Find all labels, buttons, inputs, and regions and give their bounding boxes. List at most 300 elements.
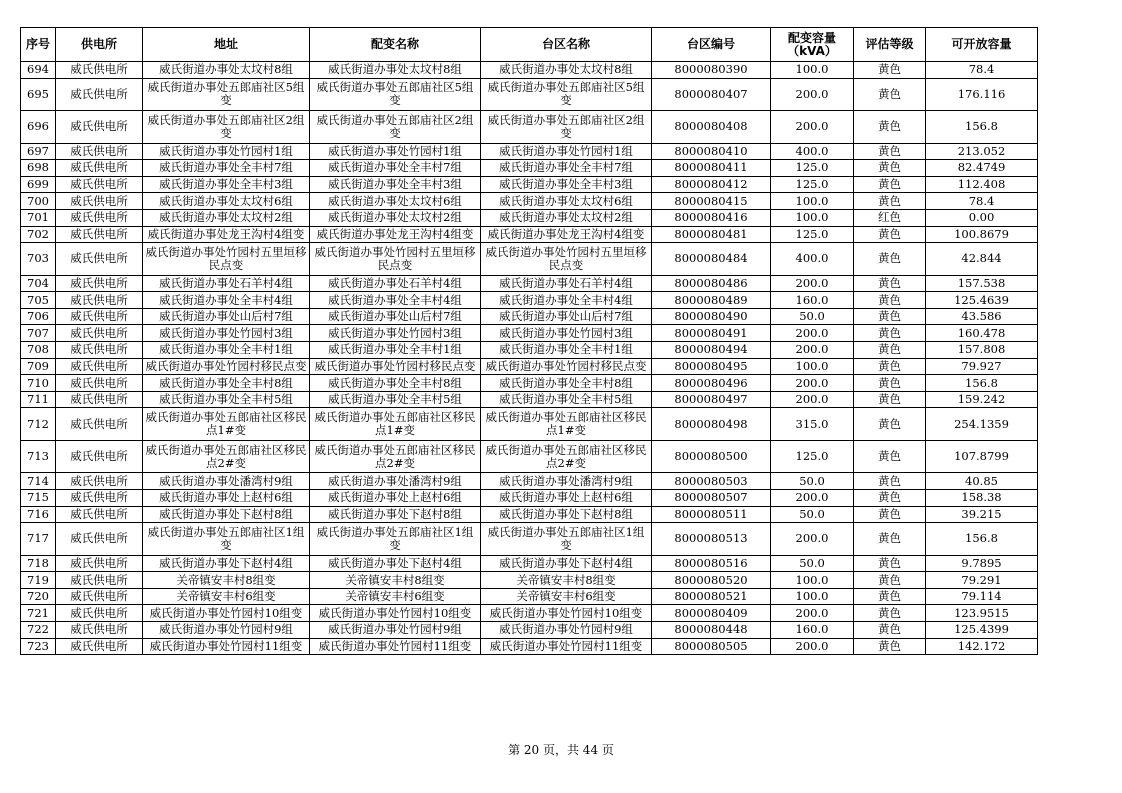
cell-transformer-name: 威氏街道办事处潘湾村9组 xyxy=(310,473,481,490)
col-area-name: 台区名称 xyxy=(481,28,652,62)
cell-open-capacity: 159.242 xyxy=(926,391,1038,408)
cell-capacity: 160.0 xyxy=(771,292,854,309)
col-capacity: 配变容量 （kVA） xyxy=(771,28,854,62)
cell-address: 威氏街道办事处全丰村8组 xyxy=(143,375,310,392)
cell-address: 威氏街道办事处五郎庙社区1组变 xyxy=(143,523,310,556)
cell-capacity: 100.0 xyxy=(771,588,854,605)
cell-capacity: 200.0 xyxy=(771,275,854,292)
cell-open-capacity: 82.4749 xyxy=(926,160,1038,177)
cell-transformer-name: 威氏街道办事处竹园村11组变 xyxy=(310,638,481,655)
header-row xyxy=(21,28,1038,62)
cell-row-index: 694 xyxy=(21,62,56,79)
cell-address: 威氏街道办事处太坟村8组 xyxy=(143,62,310,79)
cell-capacity: 400.0 xyxy=(771,143,854,160)
col-station: 供电所 xyxy=(56,28,143,62)
cell-transformer-name: 威氏街道办事处竹园村9组 xyxy=(310,622,481,639)
cell-grade: 黄色 xyxy=(854,358,926,375)
cell-area-code: 8000080498 xyxy=(652,408,771,441)
cell-area-name: 威氏街道办事处竹园村五里垣移民点变 xyxy=(481,243,652,276)
cell-grade: 黄色 xyxy=(854,342,926,359)
cell-grade: 黄色 xyxy=(854,555,926,572)
cell-open-capacity: 254.1359 xyxy=(926,408,1038,441)
cell-area-code: 8000080412 xyxy=(652,176,771,193)
cell-station: 威氏供电所 xyxy=(56,78,143,111)
cell-open-capacity: 78.4 xyxy=(926,193,1038,210)
cell-transformer-name: 威氏街道办事处龙王沟村4组变 xyxy=(310,226,481,243)
cell-grade: 黄色 xyxy=(854,523,926,556)
cell-area-code: 8000080484 xyxy=(652,243,771,276)
cell-address: 威氏街道办事处全丰村7组 xyxy=(143,160,310,177)
cell-area-name: 威氏街道办事处下赵村8组 xyxy=(481,506,652,523)
cell-row-index: 704 xyxy=(21,275,56,292)
table-row xyxy=(21,473,1038,490)
cell-address: 威氏街道办事处全丰村3组 xyxy=(143,176,310,193)
table-row xyxy=(21,375,1038,392)
cell-capacity: 200.0 xyxy=(771,325,854,342)
cell-address: 威氏街道办事处潘湾村9组 xyxy=(143,473,310,490)
cell-transformer-name: 威氏街道办事处五郎庙社区移民点1#变 xyxy=(310,408,481,441)
cell-capacity: 50.0 xyxy=(771,506,854,523)
cell-capacity: 315.0 xyxy=(771,408,854,441)
cell-grade: 黄色 xyxy=(854,638,926,655)
cell-transformer-name: 关帝镇安丰村8组变 xyxy=(310,572,481,589)
table-row xyxy=(21,226,1038,243)
cell-address: 威氏街道办事处竹园村1组 xyxy=(143,143,310,160)
cell-station: 威氏供电所 xyxy=(56,160,143,177)
cell-grade: 黄色 xyxy=(854,408,926,441)
cell-row-index: 708 xyxy=(21,342,56,359)
cell-open-capacity: 142.172 xyxy=(926,638,1038,655)
cell-address: 威氏街道办事处太坟村6组 xyxy=(143,193,310,210)
cell-station: 威氏供电所 xyxy=(56,375,143,392)
cell-area-name: 威氏街道办事处全丰村3组 xyxy=(481,176,652,193)
cell-station: 威氏供电所 xyxy=(56,622,143,639)
cell-capacity: 100.0 xyxy=(771,62,854,79)
cell-area-code: 8000080408 xyxy=(652,111,771,144)
cell-address: 威氏街道办事处全丰村4组 xyxy=(143,292,310,309)
cell-open-capacity: 79.927 xyxy=(926,358,1038,375)
cell-open-capacity: 160.478 xyxy=(926,325,1038,342)
cell-address: 威氏街道办事处竹园村3组 xyxy=(143,325,310,342)
cell-transformer-name: 威氏街道办事处太坟村6组 xyxy=(310,193,481,210)
cell-area-name: 威氏街道办事处太坟村8组 xyxy=(481,62,652,79)
cell-transformer-name: 威氏街道办事处五郎庙社区2组变 xyxy=(310,111,481,144)
cell-capacity: 200.0 xyxy=(771,78,854,111)
cell-transformer-name: 威氏街道办事处五郎庙社区5组变 xyxy=(310,78,481,111)
cell-row-index: 714 xyxy=(21,473,56,490)
cell-open-capacity: 40.85 xyxy=(926,473,1038,490)
cell-area-name: 威氏街道办事处龙王沟村4组变 xyxy=(481,226,652,243)
table-row xyxy=(21,160,1038,177)
cell-station: 威氏供电所 xyxy=(56,292,143,309)
cell-station: 威氏供电所 xyxy=(56,62,143,79)
cell-address: 威氏街道办事处下赵村4组 xyxy=(143,555,310,572)
cell-open-capacity: 42.844 xyxy=(926,243,1038,276)
cell-area-code: 8000080489 xyxy=(652,292,771,309)
cell-capacity: 50.0 xyxy=(771,555,854,572)
cell-station: 威氏供电所 xyxy=(56,572,143,589)
cell-area-code: 8000080415 xyxy=(652,193,771,210)
cell-station: 威氏供电所 xyxy=(56,391,143,408)
cell-address: 威氏街道办事处五郎庙社区5组变 xyxy=(143,78,310,111)
cell-station: 威氏供电所 xyxy=(56,308,143,325)
cell-area-name: 威氏街道办事处竹园村9组 xyxy=(481,622,652,639)
cell-open-capacity: 100.8679 xyxy=(926,226,1038,243)
cell-row-index: 721 xyxy=(21,605,56,622)
cell-area-name: 威氏街道办事处下赵村4组 xyxy=(481,555,652,572)
cell-grade: 黄色 xyxy=(854,473,926,490)
cell-grade: 黄色 xyxy=(854,275,926,292)
cell-capacity: 50.0 xyxy=(771,473,854,490)
cell-grade: 黄色 xyxy=(854,325,926,342)
cell-area-name: 威氏街道办事处潘湾村9组 xyxy=(481,473,652,490)
cell-capacity: 125.0 xyxy=(771,160,854,177)
cell-row-index: 701 xyxy=(21,209,56,226)
table-row xyxy=(21,638,1038,655)
cell-address: 威氏街道办事处竹园村9组 xyxy=(143,622,310,639)
cell-row-index: 718 xyxy=(21,555,56,572)
table-row xyxy=(21,243,1038,276)
cell-grade: 黄色 xyxy=(854,143,926,160)
table-row xyxy=(21,506,1038,523)
cell-area-code: 8000080416 xyxy=(652,209,771,226)
cell-area-name: 威氏街道办事处太坟村6组 xyxy=(481,193,652,210)
cell-address: 威氏街道办事处上赵村6组 xyxy=(143,490,310,507)
col-area-code: 台区编号 xyxy=(652,28,771,62)
cell-station: 威氏供电所 xyxy=(56,473,143,490)
cell-area-name: 威氏街道办事处山后村7组 xyxy=(481,308,652,325)
cell-address: 威氏街道办事处龙王沟村4组变 xyxy=(143,226,310,243)
cell-area-code: 8000080497 xyxy=(652,391,771,408)
cell-transformer-name: 威氏街道办事处上赵村6组 xyxy=(310,490,481,507)
cell-open-capacity: 156.8 xyxy=(926,375,1038,392)
cell-open-capacity: 79.291 xyxy=(926,572,1038,589)
cell-row-index: 710 xyxy=(21,375,56,392)
cell-transformer-name: 威氏街道办事处竹园村移民点变 xyxy=(310,358,481,375)
cell-row-index: 706 xyxy=(21,308,56,325)
cell-address: 威氏街道办事处全丰村1组 xyxy=(143,342,310,359)
cell-row-index: 709 xyxy=(21,358,56,375)
cell-transformer-name: 威氏街道办事处五郎庙社区1组变 xyxy=(310,523,481,556)
cell-address: 威氏街道办事处山后村7组 xyxy=(143,308,310,325)
cell-station: 威氏供电所 xyxy=(56,440,143,473)
table-row xyxy=(21,325,1038,342)
cell-open-capacity: 156.8 xyxy=(926,111,1038,144)
cell-area-code: 8000080481 xyxy=(652,226,771,243)
cell-address: 威氏街道办事处五郎庙社区移民点1#变 xyxy=(143,408,310,441)
col-address: 地址 xyxy=(143,28,310,62)
cell-address: 威氏街道办事处太坟村2组 xyxy=(143,209,310,226)
cell-area-code: 8000080409 xyxy=(652,605,771,622)
cell-open-capacity: 157.808 xyxy=(926,342,1038,359)
cell-capacity: 50.0 xyxy=(771,308,854,325)
cell-area-name: 威氏街道办事处五郎庙社区移民点2#变 xyxy=(481,440,652,473)
cell-area-code: 8000080500 xyxy=(652,440,771,473)
cell-area-name: 威氏街道办事处五郎庙社区1组变 xyxy=(481,523,652,556)
cell-open-capacity: 112.408 xyxy=(926,176,1038,193)
table-row xyxy=(21,275,1038,292)
cell-transformer-name: 威氏街道办事处竹园村10组变 xyxy=(310,605,481,622)
col-grade: 评估等级 xyxy=(854,28,926,62)
cell-area-code: 8000080513 xyxy=(652,523,771,556)
cell-area-code: 8000080521 xyxy=(652,588,771,605)
cell-station: 威氏供电所 xyxy=(56,638,143,655)
cell-open-capacity: 123.9515 xyxy=(926,605,1038,622)
cell-open-capacity: 125.4639 xyxy=(926,292,1038,309)
cell-transformer-name: 威氏街道办事处石羊村4组 xyxy=(310,275,481,292)
cell-grade: 黄色 xyxy=(854,391,926,408)
cell-area-name: 威氏街道办事处全丰村8组 xyxy=(481,375,652,392)
cell-area-name: 关帝镇安丰村8组变 xyxy=(481,572,652,589)
cell-grade: 黄色 xyxy=(854,605,926,622)
cell-station: 威氏供电所 xyxy=(56,605,143,622)
cell-row-index: 713 xyxy=(21,440,56,473)
cell-grade: 黄色 xyxy=(854,375,926,392)
cell-station: 威氏供电所 xyxy=(56,176,143,193)
cell-open-capacity: 158.38 xyxy=(926,490,1038,507)
cell-grade: 黄色 xyxy=(854,308,926,325)
cell-row-index: 711 xyxy=(21,391,56,408)
table-row xyxy=(21,342,1038,359)
cell-open-capacity: 157.538 xyxy=(926,275,1038,292)
cell-capacity: 100.0 xyxy=(771,209,854,226)
cell-address: 关帝镇安丰村6组变 xyxy=(143,588,310,605)
cell-address: 威氏街道办事处竹园村五里垣移民点变 xyxy=(143,243,310,276)
cell-address: 关帝镇安丰村8组变 xyxy=(143,572,310,589)
cell-transformer-name: 威氏街道办事处下赵村8组 xyxy=(310,506,481,523)
cell-area-name: 威氏街道办事处五郎庙社区2组变 xyxy=(481,111,652,144)
table-row xyxy=(21,78,1038,111)
page-footer: 第 20 页，共 44 页 xyxy=(508,743,614,757)
cell-grade: 黄色 xyxy=(854,226,926,243)
cell-grade: 黄色 xyxy=(854,588,926,605)
cell-transformer-name: 威氏街道办事处全丰村3组 xyxy=(310,176,481,193)
cell-transformer-name: 威氏街道办事处太坟村8组 xyxy=(310,62,481,79)
table-row xyxy=(21,622,1038,639)
cell-station: 威氏供电所 xyxy=(56,506,143,523)
cell-station: 威氏供电所 xyxy=(56,490,143,507)
cell-open-capacity: 0.00 xyxy=(926,209,1038,226)
cell-area-code: 8000080448 xyxy=(652,622,771,639)
cell-area-code: 8000080507 xyxy=(652,490,771,507)
table-row xyxy=(21,490,1038,507)
cell-grade: 黄色 xyxy=(854,176,926,193)
table-row xyxy=(21,605,1038,622)
cell-capacity: 200.0 xyxy=(771,638,854,655)
table-row xyxy=(21,209,1038,226)
cell-grade: 黄色 xyxy=(854,193,926,210)
cell-capacity: 200.0 xyxy=(771,605,854,622)
table-row xyxy=(21,555,1038,572)
cell-row-index: 702 xyxy=(21,226,56,243)
cell-area-code: 8000080486 xyxy=(652,275,771,292)
cell-open-capacity: 156.8 xyxy=(926,523,1038,556)
cell-open-capacity: 125.4399 xyxy=(926,622,1038,639)
col-open-capacity: 可开放容量 xyxy=(926,28,1038,62)
cell-area-code: 8000080503 xyxy=(652,473,771,490)
cell-grade: 红色 xyxy=(854,209,926,226)
table-row xyxy=(21,176,1038,193)
cell-address: 威氏街道办事处下赵村8组 xyxy=(143,506,310,523)
cell-grade: 黄色 xyxy=(854,490,926,507)
cell-area-name: 威氏街道办事处石羊村4组 xyxy=(481,275,652,292)
cell-row-index: 717 xyxy=(21,523,56,556)
cell-transformer-name: 威氏街道办事处全丰村8组 xyxy=(310,375,481,392)
cell-capacity: 200.0 xyxy=(771,523,854,556)
cell-grade: 黄色 xyxy=(854,160,926,177)
cell-capacity: 100.0 xyxy=(771,572,854,589)
cell-transformer-name: 威氏街道办事处竹园村3组 xyxy=(310,325,481,342)
cell-area-code: 8000080410 xyxy=(652,143,771,160)
cell-grade: 黄色 xyxy=(854,243,926,276)
table-row xyxy=(21,292,1038,309)
cell-grade: 黄色 xyxy=(854,440,926,473)
cell-address: 威氏街道办事处五郎庙社区移民点2#变 xyxy=(143,440,310,473)
cell-row-index: 722 xyxy=(21,622,56,639)
cell-row-index: 715 xyxy=(21,490,56,507)
cell-capacity: 200.0 xyxy=(771,375,854,392)
cell-capacity: 125.0 xyxy=(771,176,854,193)
cell-station: 威氏供电所 xyxy=(56,243,143,276)
table-row xyxy=(21,408,1038,441)
cell-area-name: 威氏街道办事处上赵村6组 xyxy=(481,490,652,507)
cell-row-index: 716 xyxy=(21,506,56,523)
col-index: 序号 xyxy=(21,28,56,62)
cell-area-name: 威氏街道办事处竹园村1组 xyxy=(481,143,652,160)
cell-row-index: 712 xyxy=(21,408,56,441)
cell-grade: 黄色 xyxy=(854,506,926,523)
cell-grade: 黄色 xyxy=(854,572,926,589)
cell-station: 威氏供电所 xyxy=(56,275,143,292)
cell-transformer-name: 威氏街道办事处全丰村1组 xyxy=(310,342,481,359)
cell-row-index: 698 xyxy=(21,160,56,177)
cell-capacity: 200.0 xyxy=(771,490,854,507)
cell-area-name: 威氏街道办事处全丰村5组 xyxy=(481,391,652,408)
cell-row-index: 700 xyxy=(21,193,56,210)
cell-capacity: 400.0 xyxy=(771,243,854,276)
cell-station: 威氏供电所 xyxy=(56,588,143,605)
cell-area-name: 威氏街道办事处全丰村4组 xyxy=(481,292,652,309)
cell-station: 威氏供电所 xyxy=(56,358,143,375)
table-row xyxy=(21,588,1038,605)
cell-area-code: 8000080516 xyxy=(652,555,771,572)
cell-station: 威氏供电所 xyxy=(56,555,143,572)
cell-capacity: 200.0 xyxy=(771,391,854,408)
cell-open-capacity: 79.114 xyxy=(926,588,1038,605)
cell-row-index: 697 xyxy=(21,143,56,160)
cell-capacity: 100.0 xyxy=(771,358,854,375)
cell-transformer-name: 威氏街道办事处下赵村4组 xyxy=(310,555,481,572)
cell-station: 威氏供电所 xyxy=(56,408,143,441)
cell-area-code: 8000080496 xyxy=(652,375,771,392)
cell-area-name: 威氏街道办事处竹园村移民点变 xyxy=(481,358,652,375)
cell-transformer-name: 威氏街道办事处全丰村5组 xyxy=(310,391,481,408)
cell-grade: 黄色 xyxy=(854,62,926,79)
table-row xyxy=(21,308,1038,325)
table-row xyxy=(21,193,1038,210)
cell-area-code: 8000080494 xyxy=(652,342,771,359)
cell-grade: 黄色 xyxy=(854,111,926,144)
cell-station: 威氏供电所 xyxy=(56,111,143,144)
cell-transformer-name: 威氏街道办事处太坟村2组 xyxy=(310,209,481,226)
cell-station: 威氏供电所 xyxy=(56,143,143,160)
cell-open-capacity: 176.116 xyxy=(926,78,1038,111)
cell-station: 威氏供电所 xyxy=(56,226,143,243)
table-row xyxy=(21,143,1038,160)
table-row xyxy=(21,111,1038,144)
cell-row-index: 703 xyxy=(21,243,56,276)
cell-capacity: 160.0 xyxy=(771,622,854,639)
cell-open-capacity: 39.215 xyxy=(926,506,1038,523)
cell-row-index: 696 xyxy=(21,111,56,144)
cell-area-name: 威氏街道办事处竹园村10组变 xyxy=(481,605,652,622)
col-transformer-name: 配变名称 xyxy=(310,28,481,62)
table-row xyxy=(21,391,1038,408)
cell-area-code: 8000080490 xyxy=(652,308,771,325)
cell-transformer-name: 威氏街道办事处全丰村7组 xyxy=(310,160,481,177)
cell-transformer-name: 威氏街道办事处五郎庙社区移民点2#变 xyxy=(310,440,481,473)
table-row xyxy=(21,62,1038,79)
table-row xyxy=(21,440,1038,473)
cell-area-name: 威氏街道办事处五郎庙社区移民点1#变 xyxy=(481,408,652,441)
cell-row-index: 695 xyxy=(21,78,56,111)
cell-area-name: 威氏街道办事处竹园村11组变 xyxy=(481,638,652,655)
cell-row-index: 699 xyxy=(21,176,56,193)
cell-row-index: 723 xyxy=(21,638,56,655)
cell-address: 威氏街道办事处全丰村5组 xyxy=(143,391,310,408)
cell-transformer-name: 威氏街道办事处全丰村4组 xyxy=(310,292,481,309)
cell-open-capacity: 78.4 xyxy=(926,62,1038,79)
cell-area-code: 8000080511 xyxy=(652,506,771,523)
cell-address: 威氏街道办事处竹园村11组变 xyxy=(143,638,310,655)
cell-capacity: 200.0 xyxy=(771,342,854,359)
cell-area-code: 8000080495 xyxy=(652,358,771,375)
cell-area-code: 8000080411 xyxy=(652,160,771,177)
cell-transformer-name: 威氏街道办事处竹园村1组 xyxy=(310,143,481,160)
cell-capacity: 200.0 xyxy=(771,111,854,144)
cell-address: 威氏街道办事处石羊村4组 xyxy=(143,275,310,292)
cell-row-index: 705 xyxy=(21,292,56,309)
capacity-table xyxy=(20,27,1038,655)
cell-station: 威氏供电所 xyxy=(56,523,143,556)
cell-capacity: 100.0 xyxy=(771,193,854,210)
table-row xyxy=(21,358,1038,375)
cell-area-name: 威氏街道办事处竹园村3组 xyxy=(481,325,652,342)
cell-area-name: 关帝镇安丰村6组变 xyxy=(481,588,652,605)
cell-station: 威氏供电所 xyxy=(56,342,143,359)
cell-area-code: 8000080491 xyxy=(652,325,771,342)
cell-transformer-name: 关帝镇安丰村6组变 xyxy=(310,588,481,605)
cell-station: 威氏供电所 xyxy=(56,193,143,210)
cell-area-code: 8000080390 xyxy=(652,62,771,79)
cell-open-capacity: 213.052 xyxy=(926,143,1038,160)
cell-open-capacity: 9.7895 xyxy=(926,555,1038,572)
cell-address: 威氏街道办事处竹园村10组变 xyxy=(143,605,310,622)
cell-area-code: 8000080505 xyxy=(652,638,771,655)
cell-row-index: 720 xyxy=(21,588,56,605)
cell-grade: 黄色 xyxy=(854,622,926,639)
cell-area-name: 威氏街道办事处全丰村1组 xyxy=(481,342,652,359)
cell-capacity: 125.0 xyxy=(771,226,854,243)
cell-transformer-name: 威氏街道办事处山后村7组 xyxy=(310,308,481,325)
cell-row-index: 707 xyxy=(21,325,56,342)
cell-row-index: 719 xyxy=(21,572,56,589)
cell-transformer-name: 威氏街道办事处竹园村五里垣移民点变 xyxy=(310,243,481,276)
cell-station: 威氏供电所 xyxy=(56,325,143,342)
cell-area-name: 威氏街道办事处五郎庙社区5组变 xyxy=(481,78,652,111)
cell-area-name: 威氏街道办事处全丰村7组 xyxy=(481,160,652,177)
cell-capacity: 125.0 xyxy=(771,440,854,473)
